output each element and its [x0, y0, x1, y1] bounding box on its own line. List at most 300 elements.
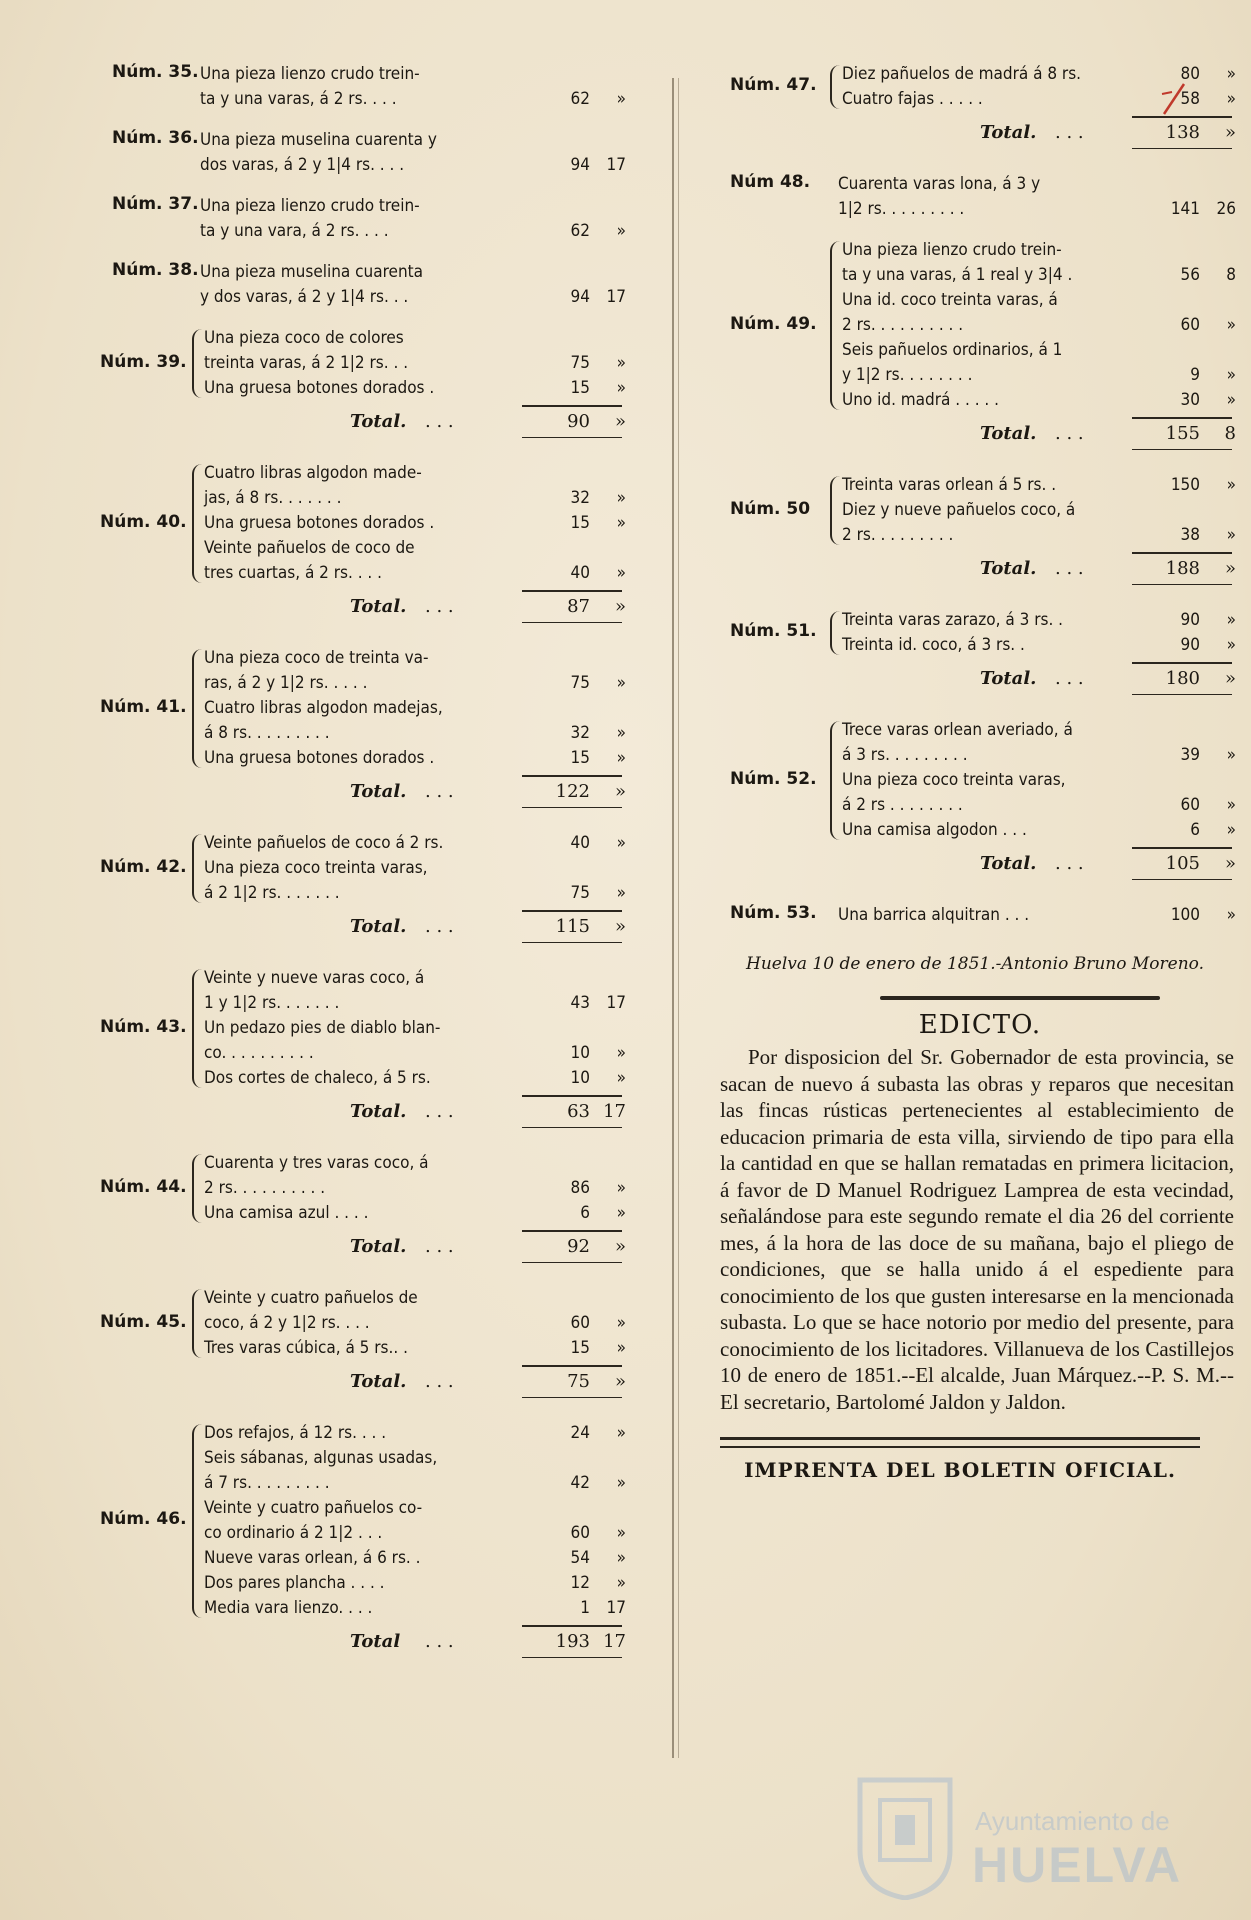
item-centimos: »	[1226, 905, 1236, 925]
item-line	[100, 646, 620, 671]
total-rule	[1132, 879, 1232, 880]
item-line	[720, 718, 1240, 743]
item-reales: 9	[1190, 365, 1200, 385]
item-line	[720, 473, 1240, 498]
item-centimos: »	[616, 833, 626, 853]
total-reales: 188	[1165, 558, 1200, 579]
item-text: 1|2 rs. . . . . . . . .	[838, 199, 965, 219]
right-column	[720, 62, 1240, 1482]
item-line	[100, 153, 626, 178]
item-line	[100, 376, 626, 401]
item-text: Una gruesa botones dorados .	[204, 748, 435, 768]
item-centimos: »	[616, 488, 626, 508]
total-reales: 105	[1165, 853, 1200, 874]
item-text: Una pieza coco treinta varas,	[842, 770, 1066, 790]
item-text: Media vara lienzo. . . .	[204, 1598, 373, 1618]
total-centimos: »	[614, 781, 626, 802]
item-line	[720, 172, 1240, 197]
item-text: á 2 rs . . . . . . . .	[842, 795, 963, 815]
total-line	[100, 1097, 626, 1127]
item-centimos: »	[616, 748, 626, 768]
total-centimos: »	[1224, 122, 1236, 143]
item-line	[100, 326, 620, 351]
item-text: á 2 1|2 rs. . . . . . .	[204, 883, 340, 903]
item-centimos: »	[616, 353, 626, 373]
item-reales: 32	[570, 723, 590, 743]
total-line	[100, 407, 626, 437]
item-reales: 150	[1170, 475, 1200, 495]
item-reales: 15	[570, 748, 590, 768]
item-line	[100, 991, 626, 1016]
item-line	[720, 338, 1240, 363]
total-centimos: »	[614, 411, 626, 432]
total-rule	[1132, 694, 1232, 695]
item-text: ta y una varas, á 2 rs. . . .	[200, 89, 397, 109]
total-line	[100, 777, 626, 807]
entry	[100, 62, 626, 122]
item-centimos: 17	[606, 155, 626, 175]
item-reales: 75	[570, 353, 590, 373]
item-line	[720, 523, 1240, 548]
item-text: Seis sábanas, algunas usadas,	[204, 1448, 438, 1468]
total-dots: . . .	[425, 1371, 454, 1392]
item-line	[720, 238, 1240, 263]
total-reales: 63	[567, 1101, 590, 1122]
item-text: á 8 rs. . . . . . . . .	[204, 723, 330, 743]
item-centimos: »	[616, 378, 626, 398]
total-rule	[522, 942, 622, 943]
entry	[100, 966, 626, 1145]
total-reales: 87	[567, 596, 590, 617]
entry-number: Núm. 35.	[112, 62, 199, 82]
item-line	[720, 793, 1240, 818]
item-line	[100, 1336, 626, 1361]
column-divider	[672, 78, 674, 1758]
item-text: Seis pañuelos ordinarios, á 1	[842, 340, 1063, 360]
watermark	[840, 1770, 1240, 1900]
item-line	[100, 746, 626, 771]
item-text: Una pieza lienzo crudo trein-	[200, 64, 420, 84]
item-line	[100, 671, 626, 696]
item-text: Veinte pañuelos de coco á 2 rs.	[204, 833, 444, 853]
item-text: y 1|2 rs. . . . . . . .	[842, 365, 973, 385]
total-reales: 180	[1165, 668, 1200, 689]
entry	[100, 1421, 626, 1675]
item-centimos: »	[616, 1423, 626, 1443]
total-label: Total	[350, 1631, 401, 1652]
entry-number: Núm. 51.	[730, 621, 817, 641]
left-column	[100, 62, 626, 1681]
total-reales: 115	[555, 916, 590, 937]
total-label: Total.	[350, 1371, 407, 1392]
item-text: coco, á 2 y 1|2 rs. . . .	[204, 1313, 370, 1333]
item-reales: 40	[570, 833, 590, 853]
item-centimos: 26	[1216, 199, 1236, 219]
item-text: 2 rs. . . . . . . . . .	[204, 1178, 326, 1198]
item-reales: 62	[570, 89, 590, 109]
item-text: Diez pañuelos de madrá á 8 rs.	[842, 64, 1082, 84]
entry	[100, 646, 626, 825]
item-reales: 43	[570, 993, 590, 1013]
item-text: Una gruesa botones dorados .	[204, 378, 435, 398]
item-text: jas, á 8 rs. . . . . . .	[204, 488, 342, 508]
item-text: ras, á 2 y 1|2 rs. . . . .	[204, 673, 368, 693]
total-centimos: »	[1224, 853, 1236, 874]
item-reales: 62	[570, 221, 590, 241]
item-reales: 15	[570, 513, 590, 533]
total-dots: . . .	[425, 1236, 454, 1257]
total-reales: 193	[555, 1631, 590, 1652]
item-line	[100, 1421, 626, 1446]
item-text: 2 rs. . . . . . . . . .	[842, 315, 964, 335]
item-text: Veinte y cuatro pañuelos de	[204, 1288, 418, 1308]
item-line	[100, 881, 626, 906]
item-text: Cuarenta varas lona, á 3 y	[838, 174, 1041, 194]
item-text: Cuatro libras algodon made-	[204, 463, 422, 483]
total-label: Total.	[350, 596, 407, 617]
item-reales: 1	[580, 1598, 590, 1618]
item-text: Una pieza lienzo crudo trein-	[842, 240, 1062, 260]
item-line	[720, 743, 1240, 768]
column-divider-inner	[678, 78, 679, 1758]
total-label: Total.	[350, 411, 407, 432]
total-line	[720, 664, 1240, 694]
item-line	[100, 285, 626, 310]
item-centimos: »	[1226, 525, 1236, 545]
item-text: á 3 rs. . . . . . . . .	[842, 745, 968, 765]
entry	[100, 194, 626, 254]
item-reales: 80	[1180, 64, 1200, 84]
total-dots: . . .	[425, 916, 454, 937]
item-text: Cuatro fajas . . . . .	[842, 89, 983, 109]
item-centimos: 17	[606, 993, 626, 1013]
item-line	[100, 128, 620, 153]
total-line	[720, 118, 1240, 148]
total-rule	[522, 1262, 622, 1263]
entry	[100, 1151, 626, 1280]
item-text: Una pieza coco de colores	[204, 328, 404, 348]
item-centimos: »	[616, 723, 626, 743]
entry-number: Núm 48.	[730, 172, 811, 192]
total-centimos: 17	[603, 1631, 626, 1652]
total-line	[100, 912, 626, 942]
total-dots: . . .	[425, 1101, 454, 1122]
item-centimos: »	[616, 1548, 626, 1568]
item-text: Cuarenta y tres varas coco, á	[204, 1153, 429, 1173]
item-text: Tres varas cúbica, á 5 rs.. .	[204, 1338, 408, 1358]
item-text: Nueve varas orlean, á 6 rs. .	[204, 1548, 421, 1568]
item-reales: 94	[570, 155, 590, 175]
entry-number: Núm. 52.	[730, 768, 817, 789]
item-centimos: »	[616, 1338, 626, 1358]
item-centimos: »	[1226, 820, 1236, 840]
entry	[100, 260, 626, 320]
item-text: Una pieza muselina cuarenta y	[200, 130, 437, 150]
entry	[720, 172, 1240, 232]
item-line	[100, 260, 620, 285]
item-reales: 60	[1180, 795, 1200, 815]
total-rule	[522, 1657, 622, 1658]
item-centimos: »	[1226, 635, 1236, 655]
entry	[100, 1286, 626, 1415]
entry-number: Núm. 41.	[100, 696, 187, 717]
item-line	[720, 288, 1240, 313]
entry-number: Núm. 40.	[100, 511, 187, 532]
item-centimos: 17	[606, 1598, 626, 1618]
total-label: Total.	[350, 1236, 407, 1257]
total-line	[720, 849, 1240, 879]
item-reales: 56	[1180, 265, 1200, 285]
item-text: co ordinario á 2 1|2 . . .	[204, 1523, 383, 1543]
item-line	[720, 818, 1240, 843]
item-line	[100, 1471, 626, 1496]
item-line	[100, 696, 620, 721]
total-reales: 75	[567, 1371, 590, 1392]
item-line	[100, 1496, 620, 1521]
watermark-line1: Ayuntamiento de	[975, 1806, 1170, 1836]
item-reales: 15	[570, 378, 590, 398]
item-reales: 58	[1180, 89, 1200, 109]
item-reales: 54	[570, 1548, 590, 1568]
item-line	[720, 388, 1240, 413]
item-line	[100, 1446, 620, 1471]
item-reales: 24	[570, 1423, 590, 1443]
item-text: 2 rs. . . . . . . . .	[842, 525, 954, 545]
item-line	[100, 87, 626, 112]
item-line	[100, 1041, 626, 1066]
item-centimos: »	[616, 1573, 626, 1593]
item-reales: 6	[1190, 820, 1200, 840]
total-centimos: »	[614, 1236, 626, 1257]
item-text: Dos refajos, á 12 rs. . . .	[204, 1423, 387, 1443]
item-line	[100, 486, 626, 511]
item-reales: 90	[1180, 610, 1200, 630]
item-centimos: »	[616, 221, 626, 241]
entry-number: Núm. 46.	[100, 1509, 187, 1529]
item-text: tres cuartas, á 2 rs. . . .	[204, 563, 383, 583]
total-label: Total.	[980, 122, 1037, 143]
item-text: Una camisa azul . . . .	[204, 1203, 369, 1223]
item-line	[100, 1311, 626, 1336]
item-line	[100, 856, 620, 881]
entry-number: Núm. 45.	[100, 1311, 187, 1332]
total-rule	[1132, 148, 1232, 149]
total-reales: 90	[567, 411, 590, 432]
item-text: Una gruesa botones dorados .	[204, 513, 435, 533]
total-rule	[1132, 449, 1232, 450]
item-centimos: »	[616, 1523, 626, 1543]
total-line	[720, 419, 1240, 449]
item-centimos: »	[616, 1203, 626, 1223]
total-centimos: »	[1224, 558, 1236, 579]
total-reales: 138	[1165, 122, 1200, 143]
item-reales: 30	[1180, 390, 1200, 410]
item-text: Veinte pañuelos de coco de	[204, 538, 415, 558]
item-reales: 94	[570, 287, 590, 307]
item-line	[100, 1571, 626, 1596]
total-label: Total.	[350, 781, 407, 802]
red-pencil-mark	[1158, 80, 1188, 120]
item-text: Diez y nueve pañuelos coco, á	[842, 500, 1076, 520]
entry	[720, 903, 1240, 938]
item-line	[100, 1151, 620, 1176]
watermark-line2: HUELVA	[972, 1837, 1183, 1893]
total-label: Total.	[980, 853, 1037, 874]
item-centimos: »	[1226, 64, 1236, 84]
bottom-rule	[720, 1437, 1200, 1448]
ornamental-rule	[880, 996, 1160, 1000]
item-reales: 10	[570, 1043, 590, 1063]
item-reales: 10	[570, 1068, 590, 1088]
total-label: Total.	[980, 668, 1037, 689]
item-centimos: »	[616, 1473, 626, 1493]
item-reales: 86	[570, 1178, 590, 1198]
entry-number: Núm. 53.	[730, 903, 817, 923]
entry-number: Núm. 38.	[112, 260, 199, 280]
total-dots: . . .	[1055, 558, 1084, 579]
entry	[100, 326, 626, 455]
item-line	[720, 633, 1240, 658]
item-centimos: »	[1226, 315, 1236, 335]
item-line	[720, 903, 1240, 928]
total-reales: 122	[555, 781, 590, 802]
total-centimos: »	[614, 596, 626, 617]
item-reales: 15	[570, 1338, 590, 1358]
item-text: Uno id. madrá . . . . .	[842, 390, 999, 410]
edicto-title: EDICTO.	[918, 1010, 1042, 1040]
item-centimos: »	[1226, 89, 1236, 109]
item-line	[100, 1596, 626, 1621]
item-reales: 32	[570, 488, 590, 508]
item-line	[720, 608, 1240, 633]
entry-number: Núm. 43.	[100, 1016, 187, 1037]
item-centimos: »	[1226, 795, 1236, 815]
item-line	[720, 197, 1240, 222]
item-line	[100, 62, 620, 87]
entry-number: Núm. 36.	[112, 128, 199, 148]
total-rule	[522, 1127, 622, 1128]
item-line	[100, 1521, 626, 1546]
item-centimos: »	[616, 883, 626, 903]
item-text: Una id. coco treinta varas, á	[842, 290, 1058, 310]
imprenta-footer: IMPRENTA DEL BOLETIN OFICIAL.	[744, 1458, 1176, 1482]
total-centimos: »	[614, 1371, 626, 1392]
item-centimos: 8	[1226, 265, 1236, 285]
entry	[720, 473, 1240, 602]
item-text: ta y una varas, á 1 real y 3|4 .	[842, 265, 1073, 285]
item-centimos: »	[616, 563, 626, 583]
item-centimos: »	[616, 1043, 626, 1063]
total-dots: . . .	[425, 411, 454, 432]
item-reales: 6	[580, 1203, 590, 1223]
total-centimos: »	[614, 916, 626, 937]
item-centimos: »	[1226, 365, 1236, 385]
item-text: Treinta varas orlean á 5 rs. .	[842, 475, 1057, 495]
item-text: treinta varas, á 2 1|2 rs. . .	[204, 353, 409, 373]
item-text: á 7 rs. . . . . . . . .	[204, 1473, 330, 1493]
item-text: 1 y 1|2 rs. . . . . . .	[204, 993, 340, 1013]
item-reales: 75	[570, 673, 590, 693]
item-text: Trece varas orlean averiado, á	[842, 720, 1073, 740]
item-line	[100, 1066, 626, 1091]
item-reales: 42	[570, 1473, 590, 1493]
total-dots: . . .	[1055, 423, 1084, 444]
total-dots: . . .	[425, 596, 454, 617]
item-centimos: »	[616, 1068, 626, 1088]
entry	[100, 831, 626, 960]
total-dots: . . .	[1055, 853, 1084, 874]
item-text: Una pieza coco treinta varas,	[204, 858, 428, 878]
item-centimos: »	[1226, 745, 1236, 765]
item-line	[720, 263, 1240, 288]
entry-number: Núm. 44.	[100, 1176, 187, 1197]
entry	[100, 461, 626, 640]
item-text: dos varas, á 2 y 1|4 rs. . . .	[200, 155, 405, 175]
total-centimos: 8	[1224, 423, 1236, 444]
item-text: Un pedazo pies de diablo blan-	[204, 1018, 441, 1038]
total-line	[100, 592, 626, 622]
entry	[720, 238, 1240, 467]
right-entries	[720, 62, 1240, 938]
item-text: Una pieza lienzo crudo trein-	[200, 196, 420, 216]
total-reales: 155	[1165, 423, 1200, 444]
item-text: Dos cortes de chaleco, á 5 rs.	[204, 1068, 431, 1088]
entry	[720, 718, 1240, 897]
total-rule	[1132, 584, 1232, 585]
item-centimos: 17	[606, 287, 626, 307]
item-line	[100, 561, 626, 586]
item-reales: 90	[1180, 635, 1200, 655]
item-text: ta y una vara, á 2 rs. . . .	[200, 221, 389, 241]
item-text: Veinte y nueve varas coco, á	[204, 968, 425, 988]
item-reales: 39	[1180, 745, 1200, 765]
item-reales: 141	[1170, 199, 1200, 219]
item-line	[100, 1176, 626, 1201]
item-text: Treinta varas zarazo, á 3 rs. .	[842, 610, 1064, 630]
item-line	[720, 363, 1240, 388]
item-line	[720, 768, 1240, 793]
total-line	[100, 1627, 626, 1657]
item-text: Veinte y cuatro pañuelos co-	[204, 1498, 423, 1518]
total-rule	[522, 1397, 622, 1398]
item-line	[100, 219, 626, 244]
item-text: co. . . . . . . . . .	[204, 1043, 314, 1063]
item-line	[100, 536, 620, 561]
item-text: Una pieza muselina cuarenta	[200, 262, 424, 282]
item-centimos: »	[1226, 390, 1236, 410]
item-line	[100, 194, 620, 219]
item-text: Una camisa algodon . . .	[842, 820, 1027, 840]
entry-number: Núm. 47.	[730, 75, 817, 95]
total-dots: . . .	[1055, 668, 1084, 689]
item-text: Dos pares plancha . . . .	[204, 1573, 385, 1593]
item-line	[100, 831, 626, 856]
total-centimos: »	[1224, 668, 1236, 689]
item-line	[100, 1201, 626, 1226]
item-text: Una barrica alquitran . . .	[838, 905, 1030, 925]
total-rule	[522, 622, 622, 623]
item-reales: 60	[570, 1313, 590, 1333]
item-centimos: »	[616, 513, 626, 533]
item-centimos: »	[616, 1178, 626, 1198]
item-centimos: »	[616, 1313, 626, 1333]
item-line	[100, 1286, 620, 1311]
entry-number: Núm. 50	[730, 498, 811, 519]
item-centimos: »	[616, 89, 626, 109]
total-dots: . . .	[1055, 122, 1084, 143]
item-line	[720, 498, 1240, 523]
entry-number: Núm. 49.	[730, 313, 817, 334]
